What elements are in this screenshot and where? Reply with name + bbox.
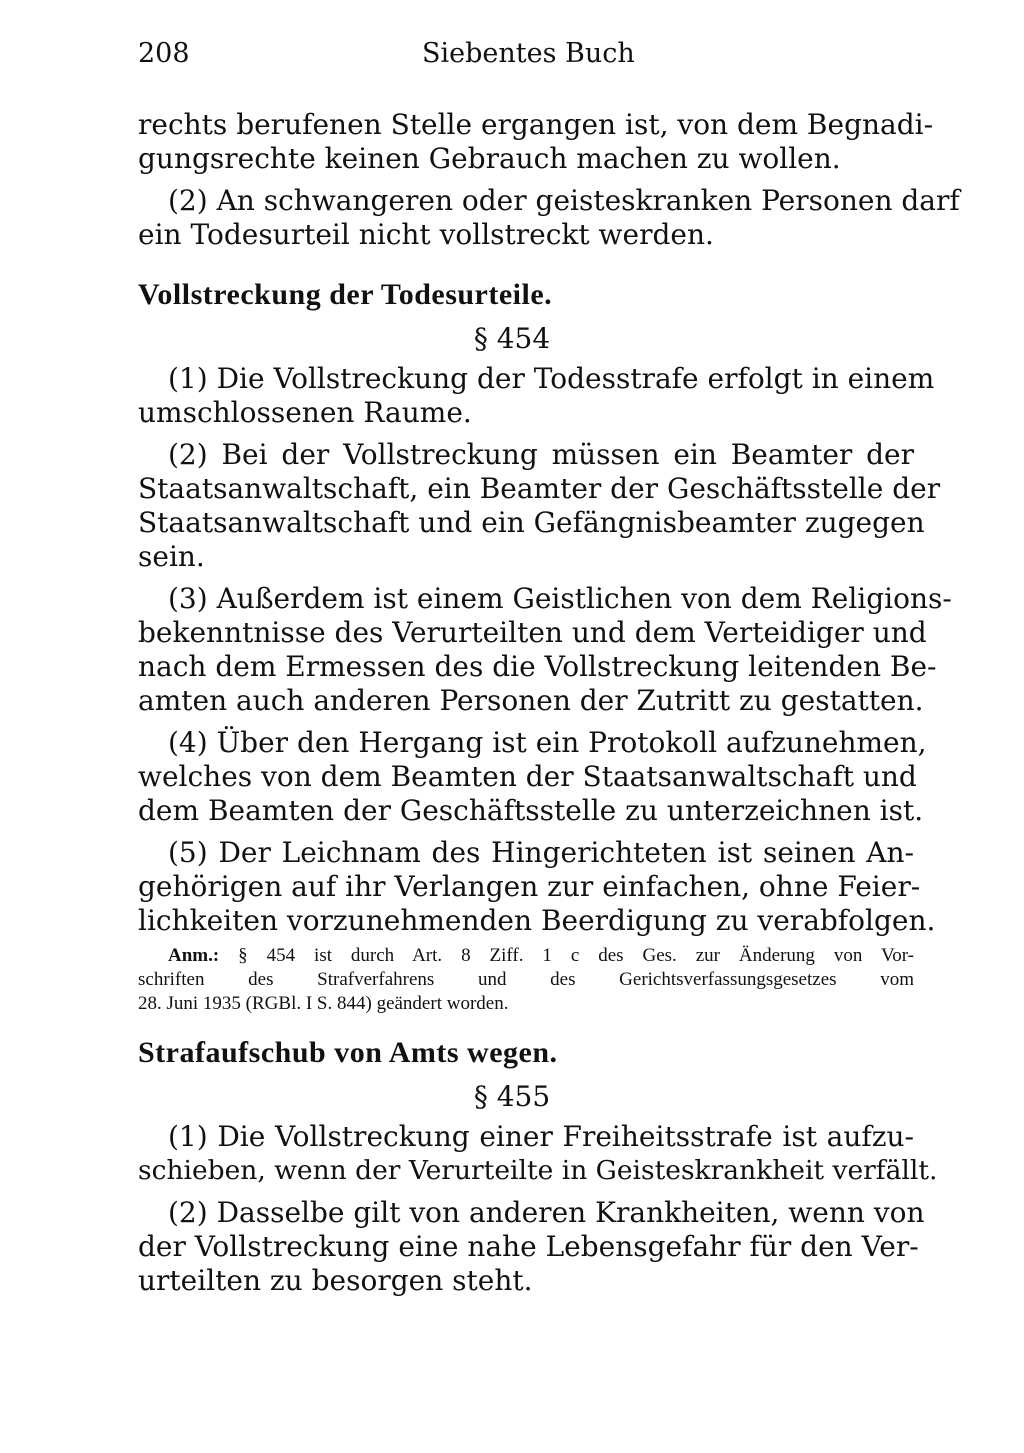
text-line: (2) Dasselbe gilt von anderen Krankheiten, wenn von bbox=[168, 1196, 925, 1229]
text-line: (1) Die Vollstreckung einer Freiheitsstrafe ist aufzu- bbox=[168, 1120, 914, 1153]
annotation-text: § 454 ist durch Art. 8 Ziff. 1 c des Ges. zur Änderung von Vor- bbox=[238, 945, 914, 966]
text-line: welches von dem Beamten der Staatsanwaltschaft und bbox=[138, 760, 917, 793]
text-line: bekenntnisse des Verurteilten und dem Verteidiger und bbox=[138, 616, 927, 649]
section-heading-454: Vollstreckung der Todesurteile. bbox=[138, 278, 553, 311]
text-line: Staatsanwaltschaft und ein Gefängnisbeamter zugegen bbox=[138, 506, 925, 539]
text-line: amten auch anderen Personen der Zutritt zu gestatten. bbox=[138, 684, 924, 717]
text-line: der Vollstreckung eine nahe Lebensgefahr für den Ver- bbox=[138, 1230, 919, 1263]
annotation-line: 28. Juni 1935 (RGBl. I S. 844) geändert worden. bbox=[138, 993, 509, 1014]
text-line: (5) Der Leichnam des Hingerichteten ist seinen An- bbox=[168, 836, 914, 869]
running-head: Siebentes Buch bbox=[422, 38, 635, 69]
text-line: gehörigen auf ihr Verlangen zur einfachen, ohne Feier- bbox=[138, 870, 921, 903]
page-number: 208 bbox=[138, 38, 190, 69]
section-number-455: § 455 bbox=[473, 1080, 551, 1113]
text-line: urteilten zu besorgen steht. bbox=[138, 1264, 533, 1297]
text-line: (4) Über den Hergang ist ein Protokoll aufzunehmen, bbox=[168, 726, 927, 759]
text-line: sein. bbox=[138, 540, 205, 573]
text-line: (2) An schwangeren oder geisteskranken Personen darf bbox=[168, 184, 960, 217]
annotation-line: schriften des Strafverfahrens und des Gerichtsverfassungsgesetzes vom bbox=[138, 969, 914, 990]
section-number-454: § 454 bbox=[473, 322, 551, 355]
text-line: schieben, wenn der Verurteilte in Geisteskrankheit verfällt. bbox=[138, 1155, 938, 1186]
text-line: (3) Außerdem ist einem Geistlichen von dem Religions- bbox=[168, 582, 952, 615]
text-line: umschlossenen Raume. bbox=[138, 396, 472, 429]
text-line: gungsrechte keinen Gebrauch machen zu wollen. bbox=[138, 142, 841, 175]
text-line: rechts berufenen Stelle ergangen ist, von dem Begnadi- bbox=[138, 108, 934, 141]
text-line: nach dem Ermessen des die Vollstreckung leitenden Be- bbox=[138, 650, 937, 683]
text-line: (2) Bei der Vollstreckung müssen ein Beamter der bbox=[168, 438, 914, 471]
text-line: (1) Die Vollstreckung der Todesstrafe erfolgt in einem bbox=[168, 362, 935, 395]
text-line: Staatsanwaltschaft, ein Beamter der Geschäftsstelle der bbox=[138, 472, 941, 505]
text-line: dem Beamten der Geschäftsstelle zu unterzeichnen ist. bbox=[138, 794, 924, 827]
section-heading-455: Strafaufschub von Amts wegen. bbox=[138, 1036, 558, 1069]
page-header bbox=[138, 38, 918, 78]
annotation-label: Anm.: bbox=[168, 945, 220, 966]
text-line: lichkeiten vorzunehmenden Beerdigung zu verabfolgen. bbox=[138, 904, 936, 937]
annotation-note bbox=[168, 944, 914, 968]
text-line: ein Todesurteil nicht vollstreckt werden. bbox=[138, 218, 714, 251]
